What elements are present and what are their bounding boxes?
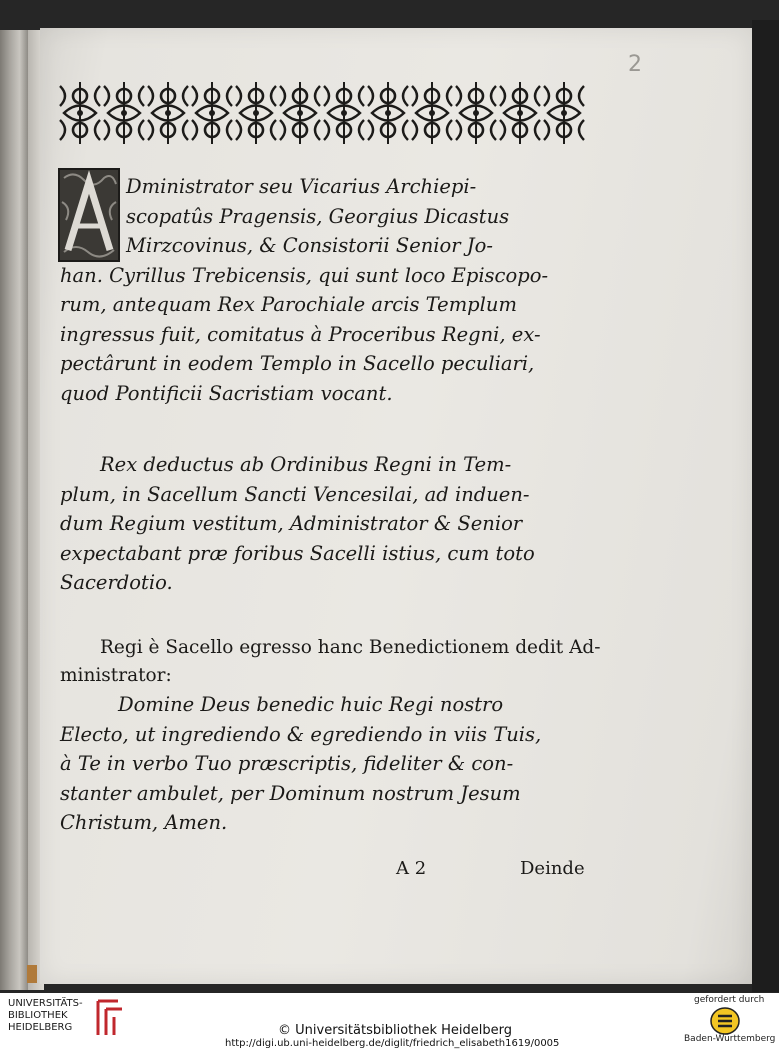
text-line: Sacerdotio. [60,571,173,594]
footer-bar [0,993,779,1050]
text-line: han. Cyrillus Trebicensis, qui sunt loco Episcopo- [60,263,549,287]
catchword: Deinde [520,858,585,879]
text-line: expectabant præ foribus Sacelli istius, cum toto [60,541,535,565]
paragraph-2 [60,450,535,598]
text-line: rum, antequam Rex Parochiale arcis Templum [60,293,517,316]
library-logo-icon [94,999,124,1037]
paragraph-1 [60,172,548,408]
signature-mark: A 2 [396,858,427,879]
ornament-headpiece [58,78,586,148]
text-line: Rex deductus ab Ordinibus Regni in Tem- [100,453,512,476]
text-line: stanter ambulet, per Dominum nostrum Jesum [60,781,521,805]
text-line: quod Pontificii Sacristiam vocant. [60,381,393,405]
benediction [60,690,541,838]
text-line: Mirzcovinus, & Consistorii Senior Jo- [126,234,493,257]
color-marker [27,965,37,983]
text-line: Dministrator seu Vicarius Archiepi- [126,175,477,198]
page-foot [60,858,590,882]
text-line: dum Regium vestitum, Administrator & Senior [60,512,523,535]
text-line: Regi è Sacello egresso hanc Benedictionem dedit Ad- [100,637,601,658]
text-line: Christum, Amen. [60,811,228,834]
text-line: plum, in Sacellum Sancti Vencesilai, ad induen- [60,482,530,506]
text-line: pectârunt in eodem Templo in Sacello peculiari, [60,352,535,375]
funded-by-label: gefordert durch [694,995,765,1005]
text-line: Electo, ut ingrediendo & egrediendo in viis Tuis, [60,722,542,746]
text-line: ministrator: [60,665,172,686]
permalink-url[interactable]: http://digi.ub.uni-heidelberg.de/diglit/friedrich_elisabeth1619/0005 [225,1038,560,1049]
state-crest-icon [710,1007,740,1035]
funder-name: Baden-Württemberg [684,1034,776,1044]
text-line: Domine Deus benedic huic Regi nostro [118,693,504,716]
pencil-page-number: 2 [628,52,642,77]
text-line: ingressus fuit, comitatus à Proceribus Regni, ex- [60,322,541,346]
paragraph-3 [60,634,601,690]
book-edge-left [0,30,28,990]
library-name: UNIVERSITÄTS- BIBLIOTHEK HEIDELBERG [8,998,83,1033]
text-line: scopatûs Pragensis, Georgius Dicastus [126,204,510,228]
text-line: à Te in verbo Tuo præscriptis, fideliter & con- [60,752,514,775]
book-edge-right [752,20,779,992]
copyright-text: © Universitätsbibliothek Heidelberg [278,1023,513,1038]
